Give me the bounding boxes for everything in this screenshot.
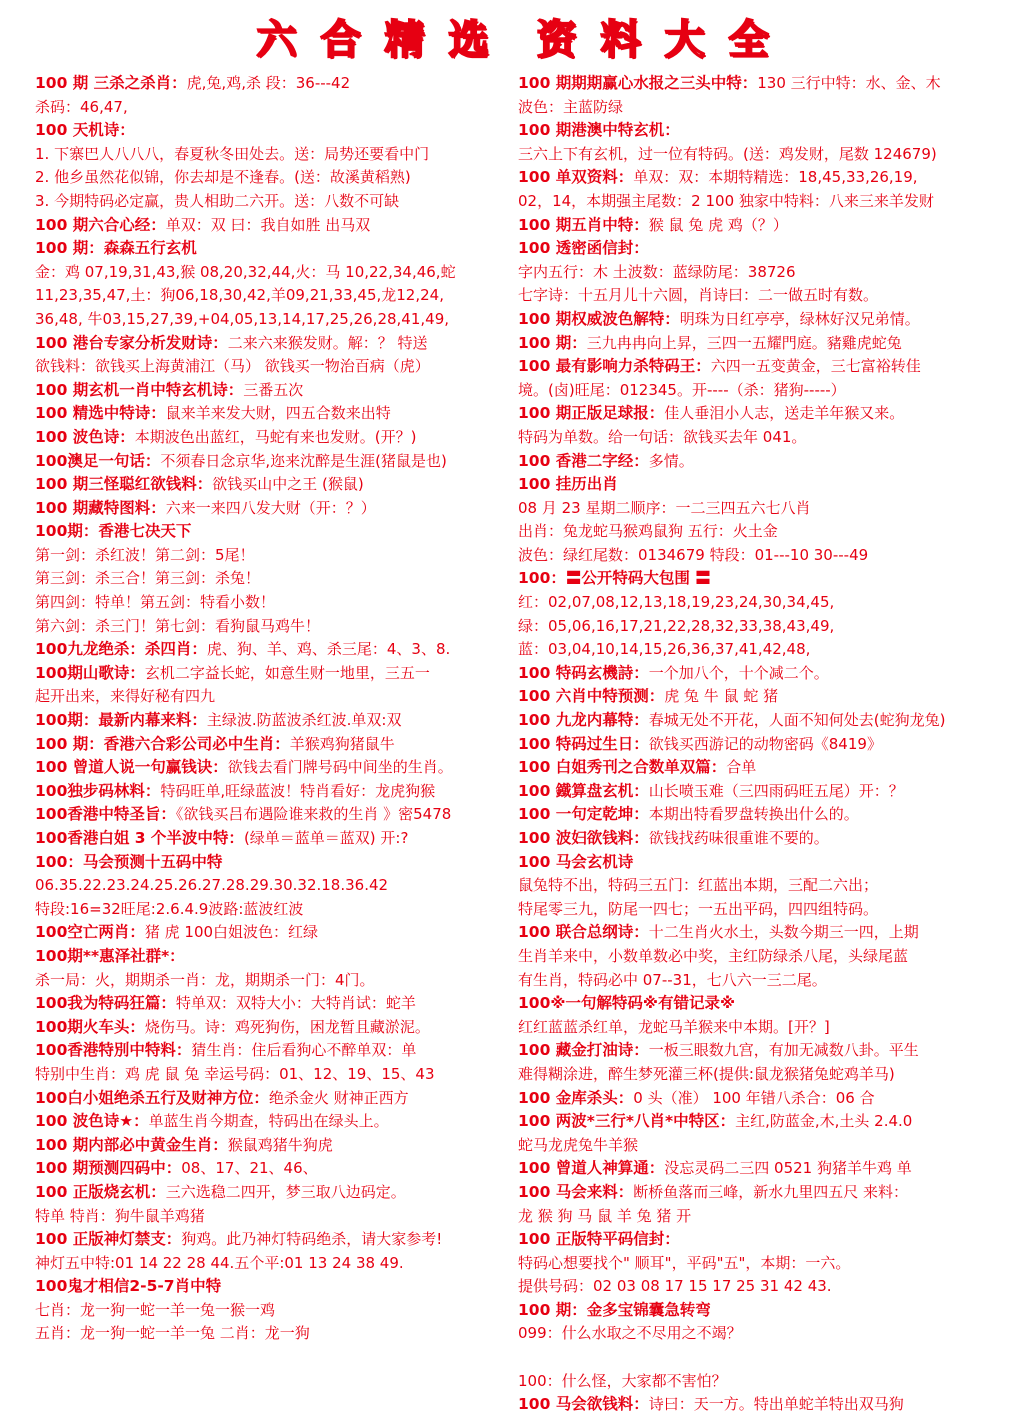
line-text: 鼠来羊来发大财，四五合数来出特 bbox=[165, 404, 391, 423]
text-line bbox=[35, 851, 513, 875]
text-line bbox=[518, 733, 996, 757]
title-char: 料 bbox=[600, 16, 641, 63]
text-line bbox=[518, 851, 996, 875]
line-text: 三六选稳二四开，梦三取八边码定。 bbox=[165, 1182, 406, 1201]
text-line bbox=[518, 190, 996, 214]
text-line bbox=[518, 662, 996, 686]
line-heading: 100澳足一句话： bbox=[35, 451, 161, 470]
line-text: 红：02,07,08,12,13,18,19,23,24,30,34,45, bbox=[518, 593, 835, 612]
text-line bbox=[35, 1157, 513, 1181]
text-line bbox=[35, 874, 513, 898]
line-heading: 100：马会预测十五码中特 bbox=[35, 852, 223, 871]
line-heading: 100期：香港七决天下 bbox=[35, 522, 192, 541]
line-text: 杀码：46,47, bbox=[35, 97, 128, 116]
text-line bbox=[35, 685, 513, 709]
line-text: 欲钱料：欲钱买上海黄浦江（马） 欲钱买一物治百病（虎） bbox=[35, 357, 430, 376]
line-heading: 100独步码林料： bbox=[35, 781, 161, 800]
title-char: 全 bbox=[728, 16, 769, 63]
line-heading: 100 最有影响力杀特码王： bbox=[518, 357, 711, 376]
line-text: 主红,防蓝金,木,土头 2.4.0 bbox=[735, 1112, 913, 1131]
line-text: 特码为单数。给一句话：欲钱买去年 041。 bbox=[518, 427, 807, 446]
line-text: 欲钱找药味很重谁不要的。 bbox=[648, 829, 829, 847]
line-heading: 100 期六合心经： bbox=[35, 215, 166, 234]
line-heading: 100 期内部必中黄金生肖： bbox=[35, 1135, 228, 1154]
text-line bbox=[35, 756, 513, 780]
line-text: 波色：主蓝防绿 bbox=[518, 97, 624, 116]
line-text: 不须春日念京华,迩来沈醉是生涯(猪鼠是也) bbox=[160, 451, 447, 470]
text-line bbox=[518, 780, 996, 804]
text-line bbox=[35, 1181, 513, 1205]
line-text: 《欲钱买吕布遇险谁来救的生肖 》密5478 bbox=[175, 805, 452, 824]
title-char: 精 bbox=[384, 16, 425, 63]
text-line bbox=[35, 544, 513, 568]
text-line bbox=[35, 1205, 513, 1229]
line-text: 没忘灵码二三四 0521 狗猪羊牛鸡 单 bbox=[664, 1159, 912, 1178]
text-line bbox=[518, 1299, 996, 1323]
line-heading: 100 期：森森五行玄机 bbox=[35, 239, 197, 258]
text-line bbox=[518, 237, 996, 261]
line-text: (绿单＝蓝单＝蓝双) 开:? bbox=[243, 829, 409, 847]
line-text: 本期出特看罗盘转换出什么的。 bbox=[648, 805, 859, 824]
text-line bbox=[518, 426, 996, 450]
line-heading: 100 正版烧玄机： bbox=[35, 1182, 166, 1201]
line-text: 0 头（准） 100 年错八杀合：06 合 bbox=[633, 1088, 875, 1107]
line-heading: 100 正版特平码信封： bbox=[518, 1230, 680, 1249]
line-heading: 100鬼才相信2-5-7肖中特 bbox=[35, 1277, 222, 1296]
text-line bbox=[35, 402, 513, 426]
line-text: 欲钱买西游记的动物密码《8419》 bbox=[648, 734, 882, 753]
line-heading: 100 曾道人神算通： bbox=[518, 1159, 665, 1178]
line-heading: 100 金库杀头： bbox=[518, 1088, 634, 1107]
text-line bbox=[35, 803, 513, 827]
line-text: 二来六来猴发财。解：？ 特送 bbox=[227, 333, 428, 352]
line-heading: 100 鐵算盘玄机： bbox=[518, 781, 649, 800]
line-text: 提供号码：02 03 08 17 15 17 25 31 42 43. bbox=[518, 1277, 832, 1296]
line-text: 蓝：03,04,10,14,15,26,36,37,41,42,48, bbox=[518, 640, 811, 659]
line-text: 六四一五变黄金，三七富裕转佳 bbox=[710, 357, 921, 376]
line-text: 三九冉冉向上昇，三四一五耀門庭。豬雞虎蛇兔 bbox=[586, 333, 902, 352]
text-line bbox=[518, 119, 996, 143]
line-text: 多情。 bbox=[648, 451, 694, 470]
text-line bbox=[35, 638, 513, 662]
line-heading: 100 期：香港六合彩公司必中生肖： bbox=[35, 734, 290, 753]
right-column bbox=[518, 72, 996, 1417]
line-heading: 100 期： bbox=[518, 333, 587, 352]
text-line bbox=[518, 1181, 996, 1205]
line-text: 难得糊涂进，醉生梦死灌三杯(提供:鼠龙猴猪兔蛇鸡羊马) bbox=[518, 1064, 895, 1083]
line-text: 龙 猴 狗 马 鼠 羊 兔 猪 开 bbox=[518, 1206, 692, 1225]
text-line bbox=[35, 1087, 513, 1111]
text-line bbox=[518, 1016, 996, 1040]
line-heading: 100 一句定乾坤： bbox=[518, 805, 649, 824]
line-text: 第三剑：杀三合！第三剑：杀兔！ bbox=[35, 569, 261, 588]
text-line bbox=[518, 992, 996, 1016]
line-heading: 100 马会来料： bbox=[518, 1182, 634, 1201]
line-heading: 100我为特码狂篇： bbox=[35, 994, 176, 1013]
line-heading: 100 正版神灯禁支： bbox=[35, 1230, 182, 1249]
text-line bbox=[518, 756, 996, 780]
text-line bbox=[35, 520, 513, 544]
line-text: 特尾零三九，防尾一四七；一五出平码，四四组特码。 bbox=[518, 899, 879, 918]
line-text: 本期波色出蓝红，马蛇有来也发财。(开？) bbox=[134, 427, 417, 446]
line-heading: 100香港白姐 3 个半波中特： bbox=[35, 829, 244, 847]
text-line bbox=[35, 709, 513, 733]
line-heading: 100 精选中特诗： bbox=[35, 404, 166, 423]
line-heading: 100 期五肖中特： bbox=[518, 215, 649, 234]
line-heading: 100 九龙内幕特： bbox=[518, 711, 649, 730]
line-text: 生肖羊来中，小数单数必中奖，主红防绿杀八尾，头绿尾蓝 bbox=[518, 946, 909, 965]
line-text: 起开出来，来得好秘有四九 bbox=[35, 687, 216, 706]
line-heading: 100白小姐绝杀五行及财神方位： bbox=[35, 1088, 269, 1107]
text-line bbox=[518, 1393, 996, 1417]
text-line bbox=[35, 261, 513, 285]
line-heading: 100 波妇欲钱料： bbox=[518, 829, 649, 847]
line-text: 杀一局：火，期期杀一肖：龙，期期杀一门：4门。 bbox=[35, 970, 375, 989]
text-line bbox=[518, 1370, 996, 1394]
text-line bbox=[35, 1134, 513, 1158]
line-text: 出肖：兔龙蛇马猴鸡鼠狗 五行：火土金 bbox=[518, 522, 778, 541]
text-line bbox=[35, 450, 513, 474]
line-heading: 100 港台专家分析发财诗： bbox=[35, 333, 228, 352]
line-text: 08 月 23 星期二顺序：一二三四五六七八肖 bbox=[518, 498, 811, 517]
line-heading: 100 波色诗： bbox=[35, 427, 135, 446]
line-text: 蛇马龙虎兔牛羊猴 bbox=[518, 1135, 639, 1154]
line-text: 猪 虎 100白姐波色：红绿 bbox=[144, 923, 319, 942]
line-heading: 100 马会玄机诗 bbox=[518, 852, 634, 871]
text-line bbox=[35, 96, 513, 120]
line-text: 狗鸡。此乃神灯特码绝杀，请大家参考! bbox=[181, 1230, 443, 1249]
text-line bbox=[518, 638, 996, 662]
line-heading: 100 六肖中特预测： bbox=[518, 687, 665, 706]
text-line bbox=[35, 308, 513, 332]
text-line bbox=[518, 685, 996, 709]
text-line bbox=[35, 898, 513, 922]
text-line bbox=[518, 355, 996, 379]
line-heading: 100 挂历出肖 bbox=[518, 475, 618, 494]
text-line bbox=[518, 96, 996, 120]
text-line bbox=[35, 1252, 513, 1276]
text-line bbox=[518, 827, 996, 851]
line-text: 虎、狗、羊、鸡、杀三尾：4、3、8. bbox=[206, 640, 451, 659]
line-text: 烧伤马。诗：鸡死狗伤，困龙暂且藏淤泥。 bbox=[144, 1017, 430, 1036]
line-heading: 100九龙绝杀：杀四肖： bbox=[35, 640, 207, 659]
line-text: 波色：绿红尾数：0134679 特段：01---10 30---49 bbox=[518, 545, 869, 564]
title-char: 六 bbox=[256, 16, 297, 63]
line-text: 六来一来四八发大财（开：？） bbox=[165, 498, 376, 517]
text-line bbox=[518, 473, 996, 497]
line-text: 猴 鼠 兔 虎 鸡（？） bbox=[648, 215, 788, 234]
text-line bbox=[35, 284, 513, 308]
line-heading: 100期山歌诗： bbox=[35, 663, 145, 682]
text-line bbox=[35, 237, 513, 261]
line-heading: 100 特码过生日： bbox=[518, 734, 649, 753]
text-line bbox=[35, 733, 513, 757]
line-text: 合单 bbox=[726, 758, 757, 777]
line-text: 佳人垂泪小人志，送走羊年猴又来。 bbox=[664, 404, 905, 423]
line-text: 字内五行：木 土波数：蓝绿防尾：38726 bbox=[518, 262, 796, 281]
line-text: 欲钱去看门牌号码中间坐的生肖。 bbox=[227, 758, 453, 777]
line-text: 一板三眼数九宫，有加无减数八卦。平生 bbox=[648, 1041, 919, 1060]
line-heading: 100 期权威波色解特： bbox=[518, 309, 680, 328]
line-heading: 100 藏金打油诗： bbox=[518, 1041, 649, 1060]
text-line bbox=[35, 662, 513, 686]
text-line bbox=[518, 1087, 996, 1111]
line-heading: 100期**惠泽社群*： bbox=[35, 946, 185, 965]
line-heading: 100 马会欲钱料： bbox=[518, 1395, 649, 1414]
text-line bbox=[518, 450, 996, 474]
text-line bbox=[518, 709, 996, 733]
line-text: 红红蓝蓝杀红单，龙蛇马羊猴来中本期。[开？] bbox=[518, 1017, 830, 1036]
line-heading: 100 期 三杀之杀肖： bbox=[35, 74, 187, 92]
text-line bbox=[35, 615, 513, 639]
text-line bbox=[518, 379, 996, 403]
line-text: 主绿波.防蓝波杀红波.单双:双 bbox=[206, 711, 402, 730]
text-line bbox=[518, 1228, 996, 1252]
line-text: 七字诗：十五月儿十六圆，肖诗曰：二一做五时有数。 bbox=[518, 286, 879, 305]
text-line bbox=[35, 1275, 513, 1299]
text-line bbox=[518, 874, 996, 898]
line-text: 特别中生肖：鸡 虎 鼠 兔 幸运号码：01、12、19、15、43 bbox=[35, 1064, 435, 1083]
text-line bbox=[35, 567, 513, 591]
text-line bbox=[35, 497, 513, 521]
line-text: 欲钱买山中之王 (猴鼠) bbox=[212, 475, 364, 494]
text-line bbox=[35, 945, 513, 969]
line-text: 神灯五中特:01 14 22 28 44.五个平:01 13 24 38 49. bbox=[35, 1253, 404, 1272]
text-line bbox=[35, 992, 513, 1016]
text-line bbox=[518, 1039, 996, 1063]
line-heading: 100 期三怪聪红欲钱料： bbox=[35, 475, 213, 494]
line-heading: 100 曾道人说一句赢钱诀： bbox=[35, 758, 228, 777]
text-line bbox=[35, 1299, 513, 1323]
line-text: 虎 兔 牛 鼠 蛇 猪 bbox=[664, 687, 779, 706]
line-heading: 100香港特別中特料： bbox=[35, 1041, 192, 1060]
line-text: 三六上下有玄机，过一位有特码。(送：鸡发财，尾数 124679) bbox=[518, 144, 937, 163]
text-line bbox=[35, 1110, 513, 1134]
line-text: 猜生肖：住后看狗心不醉单双：单 bbox=[191, 1041, 417, 1060]
line-heading: 100 特码玄機詩： bbox=[518, 663, 649, 682]
line-text: 特码旺单,旺绿蓝波！特肖看好：龙虎狗猴 bbox=[160, 781, 436, 800]
line-text: 特段:16=32旺尾:2.6.4.9波路:蓝波红波 bbox=[35, 899, 304, 918]
text-line bbox=[518, 921, 996, 945]
text-line bbox=[518, 1275, 996, 1299]
line-text: 诗曰：天一方。特出单蛇羊特出双马狗 bbox=[648, 1395, 904, 1414]
line-text: 明珠为日红亭亭，绿林好汉兄弟情。 bbox=[679, 309, 920, 328]
line-text: 境。(卤)旺尾：012345。开----（杀：猪狗-----） bbox=[518, 380, 846, 399]
title-char: 资 bbox=[536, 16, 577, 63]
line-text: 鼠兔特不出，特码三五门：红蓝出本期，三配二六出； bbox=[518, 876, 879, 895]
line-heading: 100：〓公开特码大包围 〓 bbox=[518, 569, 711, 588]
text-line bbox=[518, 402, 996, 426]
line-text: 100：什么怪，大家都不害怕？ bbox=[518, 1371, 727, 1390]
line-text: 三番五次 bbox=[243, 380, 304, 399]
text-line bbox=[518, 567, 996, 591]
line-text: 山长喷玉难（三四雨码旺五尾）开：？ bbox=[648, 781, 904, 800]
line-text: 单双：双 曰：我自如胜 出马双 bbox=[165, 215, 371, 234]
text-line bbox=[518, 969, 996, 993]
line-text: 099：什么水取之不尽用之不竭？ bbox=[518, 1324, 742, 1343]
line-heading: 100 联合总纲诗： bbox=[518, 923, 649, 942]
line-text: 单蓝生肖今期查，特码出在绿头上。 bbox=[148, 1112, 389, 1131]
text-line bbox=[35, 591, 513, 615]
text-line bbox=[35, 1039, 513, 1063]
text-line bbox=[35, 969, 513, 993]
line-text: 3. 今期特码必定赢，贵人相助二六开。送：八数不可缺 bbox=[35, 191, 400, 210]
line-text: 特单双：双特大小：大特肖试：蛇羊 bbox=[175, 994, 416, 1013]
line-heading: 100※一句解特码※有错记录※ bbox=[518, 994, 736, 1013]
text-line bbox=[35, 473, 513, 497]
line-heading: 100 两波*三行*八肖*中特区： bbox=[518, 1112, 736, 1131]
line-text: 有生肖，特码必中 07--31，七八六一三二尾。 bbox=[518, 970, 827, 989]
text-line bbox=[35, 119, 513, 143]
text-line bbox=[518, 1134, 996, 1158]
text-line bbox=[35, 1228, 513, 1252]
text-line bbox=[35, 214, 513, 238]
text-line bbox=[518, 520, 996, 544]
line-text: 猴鼠鸡猪牛狗虎 bbox=[227, 1135, 333, 1154]
line-text: 羊猴鸡狗猪鼠牛 bbox=[289, 734, 395, 753]
text-line bbox=[35, 332, 513, 356]
text-line bbox=[518, 1063, 996, 1087]
line-text: 08、17、21、46、 bbox=[181, 1159, 318, 1178]
text-line bbox=[518, 1252, 996, 1276]
text-line bbox=[35, 143, 513, 167]
text-line bbox=[518, 261, 996, 285]
left-column bbox=[35, 72, 513, 1346]
line-text: 2. 他乡虽然花似锦，你去却是不逢春。(送：故溪黄稻熟) bbox=[35, 168, 411, 187]
line-heading: 100 期港澳中特玄机： bbox=[518, 121, 680, 140]
text-line bbox=[518, 308, 996, 332]
text-line bbox=[35, 190, 513, 214]
line-text: 金：鸡 07,19,31,43,猴 08,20,32,44,火：马 10,22,34,46,蛇 bbox=[35, 262, 456, 281]
text-line bbox=[35, 355, 513, 379]
line-text: 五肖：龙一狗一蛇一羊一兔 二肖：龙一狗 bbox=[35, 1324, 310, 1343]
text-line bbox=[518, 803, 996, 827]
line-heading: 100 香港二字经： bbox=[518, 451, 649, 470]
line-heading: 100 波色诗★： bbox=[35, 1112, 149, 1131]
text-line bbox=[518, 1346, 996, 1370]
line-text: 06.35.22.23.24.25.26.27.28.29.30.32.18.36.42 bbox=[35, 876, 389, 895]
line-text: 春城无处不开花，人面不知何处去(蛇狗龙兔) bbox=[648, 711, 946, 730]
line-text: 11,23,35,47,土：狗06,18,30,42,羊09,21,33,45,龙12,24, bbox=[35, 286, 444, 305]
line-text: 特码心想要找个" 顺耳"，平码"五"，本期：一六。 bbox=[518, 1253, 851, 1272]
line-text: 绿：05,06,16,17,21,22,28,32,33,38,43,49, bbox=[518, 616, 835, 635]
text-line bbox=[518, 143, 996, 167]
line-heading: 100 天机诗： bbox=[35, 121, 135, 140]
line-text: 特单 特肖：狗牛鼠羊鸡猪 bbox=[35, 1206, 205, 1225]
text-line bbox=[518, 72, 996, 96]
text-line bbox=[518, 898, 996, 922]
line-heading: 100期：最新内幕来料： bbox=[35, 711, 207, 730]
title-char: 大 bbox=[664, 16, 705, 63]
text-line bbox=[35, 1063, 513, 1087]
text-line bbox=[518, 284, 996, 308]
line-text: 130 三行中特：水、金、木 bbox=[757, 74, 941, 92]
line-text: 1. 下寨巴人八八八，春夏秋冬田处去。送：局势还要看中门 bbox=[35, 144, 430, 163]
page-title bbox=[0, 14, 1025, 66]
line-heading: 100 期正版足球报： bbox=[518, 404, 665, 423]
text-line bbox=[35, 921, 513, 945]
title-char: 选 bbox=[448, 16, 489, 63]
line-heading: 100空亡两肖： bbox=[35, 923, 145, 942]
line-text: 第四剑：特单！第五剑：特看小数！ bbox=[35, 593, 276, 612]
line-text: 36,48, 牛03,15,27,39,+04,05,13,14,17,25,26,28,41,49, bbox=[35, 309, 450, 328]
line-text: 单双：双：本期特精选：18,45,33,26,19, bbox=[633, 168, 918, 187]
text-line bbox=[518, 1157, 996, 1181]
line-text: 绝杀金火 财神正西方 bbox=[268, 1088, 409, 1107]
text-line bbox=[518, 1205, 996, 1229]
line-heading: 100 单双资料： bbox=[518, 168, 634, 187]
text-line bbox=[35, 426, 513, 450]
line-text: 02，14，本期强主尾数：2 100 独家中特料：八来三来羊发财 bbox=[518, 191, 934, 210]
line-heading: 100期火车头： bbox=[35, 1017, 145, 1036]
line-heading: 100香港中特圣旨： bbox=[35, 805, 176, 824]
text-line bbox=[518, 544, 996, 568]
text-line bbox=[518, 945, 996, 969]
text-line bbox=[35, 1322, 513, 1346]
text-line bbox=[35, 72, 513, 96]
line-heading: 100 期藏特图料： bbox=[35, 498, 166, 517]
line-text: 七肖：龙一狗一蛇一羊一兔一猴一鸡 bbox=[35, 1300, 276, 1319]
text-line bbox=[35, 1016, 513, 1040]
line-text: 第六剑：杀三门！第七剑：看狗鼠马鸡牛！ bbox=[35, 616, 321, 635]
text-line bbox=[518, 1110, 996, 1134]
text-line bbox=[35, 379, 513, 403]
text-line bbox=[518, 615, 996, 639]
text-line bbox=[35, 166, 513, 190]
line-text: 第一剑：杀红波！第二剑：5尾！ bbox=[35, 545, 255, 564]
line-heading: 100 白姐秀刊之合数单双篇： bbox=[518, 758, 727, 777]
text-line bbox=[518, 166, 996, 190]
line-text: 断桥鱼落而三峰，新水九里四五尺 来料： bbox=[633, 1182, 909, 1201]
text-line bbox=[518, 591, 996, 615]
text-line bbox=[35, 827, 513, 851]
line-heading: 100 透密函信封： bbox=[518, 239, 649, 258]
line-text: 十二生肖火水土，头数今期三一四，上期 bbox=[648, 923, 919, 942]
line-heading: 100 期预测四码中： bbox=[35, 1159, 182, 1178]
text-line bbox=[518, 214, 996, 238]
text-line bbox=[518, 1322, 996, 1346]
line-text: 虎,兔,鸡,杀 段：36---42 bbox=[186, 74, 351, 92]
text-line bbox=[518, 332, 996, 356]
line-heading: 100 期：金多宝锦囊急转弯 bbox=[518, 1300, 711, 1319]
text-line bbox=[518, 497, 996, 521]
line-heading: 100 期期期赢心水报之三头中特： bbox=[518, 74, 758, 92]
text-line bbox=[35, 780, 513, 804]
line-text: 玄机二字益长蛇，如意生财一地里，三五一 bbox=[144, 663, 430, 682]
title-char: 合 bbox=[320, 16, 361, 63]
line-text: 一个加八个，十个减二个。 bbox=[648, 663, 829, 682]
line-heading: 100 期玄机一肖中特玄机诗： bbox=[35, 380, 244, 399]
